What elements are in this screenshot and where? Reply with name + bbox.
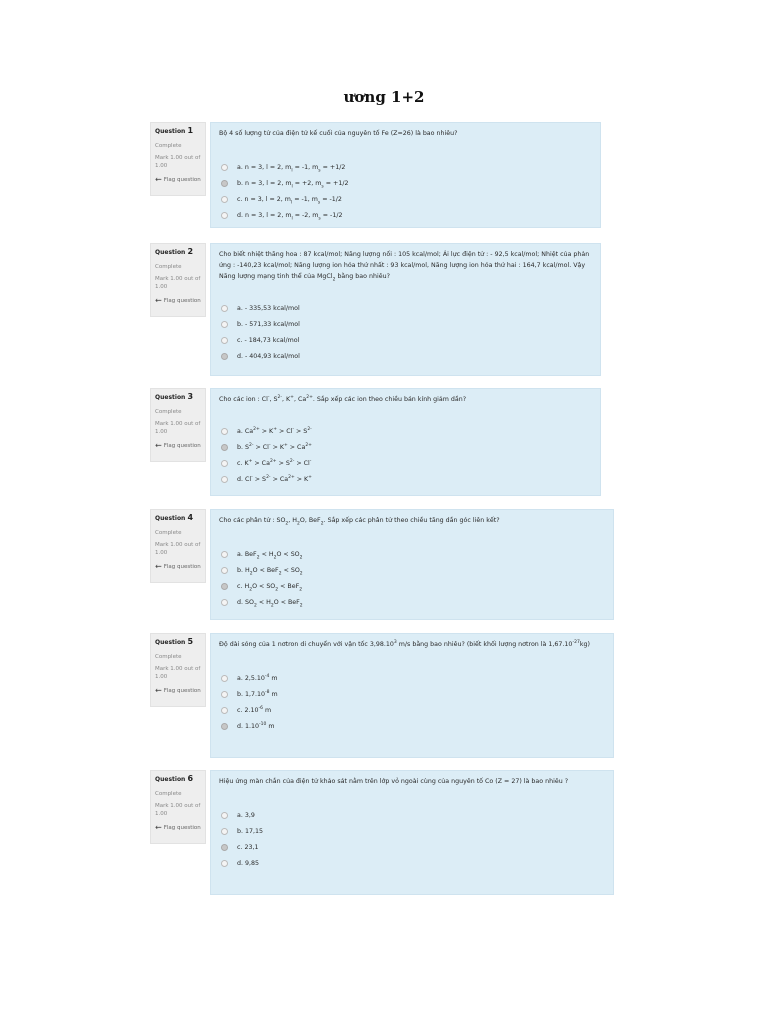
question-status: Complete — [155, 791, 182, 797]
answer-radio[interactable] — [221, 599, 228, 606]
answer-radio[interactable] — [221, 196, 228, 203]
question-prompt: Bộ 4 số lượng tử của điện tử kế cuối của nguyên tố Fe (Z=26) là bao nhiêu? — [219, 130, 458, 137]
answer-option[interactable] — [221, 855, 605, 871]
question-status: Complete — [155, 143, 182, 149]
answer-label: c. $K^+ > Ca^{2+} > S^{2-} > Cl^-$ — [237, 458, 312, 467]
answer-option[interactable] — [221, 455, 592, 471]
answer-list — [221, 546, 605, 610]
answer-radio[interactable] — [221, 212, 228, 219]
answer-radio[interactable] — [221, 305, 228, 312]
answer-label: b. n = 3, l = 2, $m_l = +2$, $m_s = +1/2$ — [237, 179, 349, 189]
answer-radio[interactable] — [221, 476, 228, 483]
question-mark: Mark 1.00 out of 1.00 — [155, 155, 201, 169]
question-status: Complete — [155, 654, 182, 660]
answer-option[interactable] — [221, 316, 592, 332]
question-content — [210, 633, 614, 758]
answer-option[interactable] — [221, 702, 605, 718]
answer-option[interactable] — [221, 207, 592, 223]
question-mark: Mark 1.00 out of 1.00 — [155, 803, 201, 817]
answer-option[interactable] — [221, 686, 605, 702]
answer-option[interactable] — [221, 839, 605, 855]
flag-question-link[interactable]: ⇜ Flag question — [155, 562, 201, 571]
flag-question-link[interactable]: ⇜ Flag question — [155, 175, 201, 184]
answer-option[interactable] — [221, 471, 592, 487]
question-content — [210, 243, 601, 376]
flag-question-link[interactable]: ⇜ Flag question — [155, 823, 201, 832]
answer-label: c. 23,1 — [237, 843, 259, 851]
answer-label: c. - 184,73 kcal/mol — [237, 336, 300, 344]
answer-label: d. $SO_2 < H_2O < BeF_2$ — [237, 598, 303, 608]
flag-icon: ⇜ — [155, 686, 162, 695]
answer-option[interactable] — [221, 175, 592, 191]
answer-radio[interactable] — [221, 691, 228, 698]
answer-radio[interactable] — [221, 444, 228, 451]
answer-label: b. $H_2O < BeF_2 < SO_2$ — [237, 566, 303, 576]
answer-option[interactable] — [221, 823, 605, 839]
answer-label: d. - 404,93 kcal/mol — [237, 352, 300, 360]
question-number: Question 6 — [155, 774, 194, 783]
answer-label: a. n = 3, l = 2, $m_l = -1$, $m_s = +1/2$ — [237, 163, 346, 173]
answer-radio[interactable] — [221, 723, 228, 730]
flag-question-link[interactable]: ⇜ Flag question — [155, 296, 201, 305]
answer-list — [221, 423, 592, 487]
question-status: Complete — [155, 264, 182, 270]
question-prompt: Cho các phân tử : $SO_2$, $H_2O$, BeF$_2$. Sắp xếp các phân tử theo chiều tăng dần góc liên kết? — [219, 517, 500, 527]
answer-option[interactable] — [221, 300, 592, 316]
question-prompt: Cho các ion : Cl-, $S^{2-}$, K+, $Ca^{2+}$. Sắp xếp các ion theo chiều bán kính giảm dần? — [219, 394, 467, 403]
answer-option[interactable] — [221, 423, 592, 439]
question-status: Complete — [155, 530, 182, 536]
question-mark: Mark 1.00 out of 1.00 — [155, 666, 201, 680]
question-mark: Mark 1.00 out of 1.00 — [155, 421, 201, 435]
question-mark: Mark 1.00 out of 1.00 — [155, 276, 201, 290]
answer-label: d. $1.10^{-10}$ m — [237, 721, 275, 730]
answer-label: a. $2,5.10^{-4}$ m — [237, 673, 278, 682]
answer-option[interactable] — [221, 562, 605, 578]
question-info — [150, 633, 206, 707]
page-title: ương 1+2 — [343, 88, 425, 106]
answer-option[interactable] — [221, 191, 592, 207]
answer-radio[interactable] — [221, 860, 228, 867]
flag-icon: ⇜ — [155, 175, 162, 184]
answer-radio[interactable] — [221, 551, 228, 558]
question-number: Question 5 — [155, 637, 194, 646]
question-content — [210, 770, 614, 895]
flag-icon: ⇜ — [155, 296, 162, 305]
answer-label: a. - 335,53 kcal/mol — [237, 304, 300, 312]
answer-label: a. 3,9 — [237, 811, 255, 819]
answer-label: c. $H_2O < SO_2 < BeF_2$ — [237, 582, 303, 592]
flag-question-link[interactable]: ⇜ Flag question — [155, 441, 201, 450]
answer-label: c. n = 3, l = 2, $m_l = -1$, $m_s = -1/2$ — [237, 195, 342, 205]
answer-option[interactable] — [221, 718, 605, 734]
question-info — [150, 243, 206, 317]
answer-option[interactable] — [221, 578, 605, 594]
answer-radio[interactable] — [221, 844, 228, 851]
answer-radio[interactable] — [221, 828, 228, 835]
flag-icon: ⇜ — [155, 441, 162, 450]
answer-label: b. 17,15 — [237, 827, 264, 835]
answer-label: a. $Ca^{2+} > K^+ > Cl^- > S^{2-}$ — [237, 426, 312, 435]
question-prompt: Cho biết nhiệt thăng hoa : 87 kcal/mol; Năng lượng nối : 105 kcal/mol; Ái lực điện tử : - 92,5 kcal/mol; Nhiệt của phản ứng : -140,23 kcal/mol; Năng lượng ion hóa thứ nhất : 93 kcal/mol, Năng lượng ion hóa thứ hai : 164,7 kcal/mol. Vậy Năng lượng mạng tinh thể của MgCl$_2$ bằng bao nhiêu? — [219, 251, 590, 283]
question-number: Question 2 — [155, 247, 194, 256]
answer-list — [221, 807, 605, 871]
flag-icon: ⇜ — [155, 562, 162, 571]
question-prompt: Hiệu ứng màn chắn của điện tử khảo sát nằm trên lớp vỏ ngoài cùng của nguyên tố Co (Z = 27) là bao nhiêu ? — [219, 778, 569, 785]
answer-radio[interactable] — [221, 460, 228, 467]
question-number: Question 1 — [155, 126, 194, 135]
answer-label: b. $S^{2-} > Cl^- > K^+ > Ca^{2+}$ — [237, 442, 312, 451]
question-info — [150, 122, 206, 196]
answer-radio[interactable] — [221, 337, 228, 344]
answer-option[interactable] — [221, 159, 592, 175]
answer-radio[interactable] — [221, 675, 228, 682]
answer-radio[interactable] — [221, 353, 228, 360]
question-prompt: Độ dài sóng của 1 nơtron di chuyển với vận tốc 3,98.10$^3$ m/s bằng bao nhiêu? (biết khối lượng nơtron là $1,67.10^{-27}kg$) — [219, 639, 590, 648]
answer-label: d. $Cl^- > S^{2-} > Ca^{2+} > K^+$ — [237, 474, 312, 483]
question-mark: Mark 1.00 out of 1.00 — [155, 542, 201, 556]
answer-label: a. $BeF_2 < H_2O < SO_2$ — [237, 550, 303, 560]
answer-list — [221, 300, 592, 364]
question-content — [210, 388, 601, 496]
answer-option[interactable] — [221, 332, 592, 348]
question-number: Question 3 — [155, 392, 194, 401]
answer-option[interactable] — [221, 594, 605, 610]
answer-radio[interactable] — [221, 707, 228, 714]
answer-option[interactable] — [221, 348, 592, 364]
answer-label: d. 9,85 — [237, 859, 260, 867]
answer-option[interactable] — [221, 439, 592, 455]
answer-radio[interactable] — [221, 164, 228, 171]
answer-radio[interactable] — [221, 583, 228, 590]
answer-list — [221, 670, 605, 734]
answer-label: b. - 571,33 kcal/mol — [237, 320, 300, 328]
question-info — [150, 770, 206, 844]
answer-option[interactable] — [221, 807, 605, 823]
question-info — [150, 509, 206, 583]
answer-radio[interactable] — [221, 321, 228, 328]
answer-label: c. $2.10^{-6}$ m — [237, 705, 272, 714]
answer-label: d. n = 3, l = 2, $m_l = -2$, $m_s = -1/2$ — [237, 211, 343, 221]
question-number: Question 4 — [155, 513, 194, 522]
answer-radio[interactable] — [221, 180, 228, 187]
answer-radio[interactable] — [221, 567, 228, 574]
flag-question-link[interactable]: ⇜ Flag question — [155, 686, 201, 695]
flag-icon: ⇜ — [155, 823, 162, 832]
question-info — [150, 388, 206, 462]
answer-option[interactable] — [221, 670, 605, 686]
answer-option[interactable] — [221, 546, 605, 562]
question-content — [210, 509, 614, 620]
answer-radio[interactable] — [221, 428, 228, 435]
answer-label: b. $1,7.10^{-8}$ m — [237, 689, 278, 698]
question-content — [210, 122, 601, 228]
answer-list — [221, 159, 592, 223]
question-status: Complete — [155, 409, 182, 415]
answer-radio[interactable] — [221, 812, 228, 819]
